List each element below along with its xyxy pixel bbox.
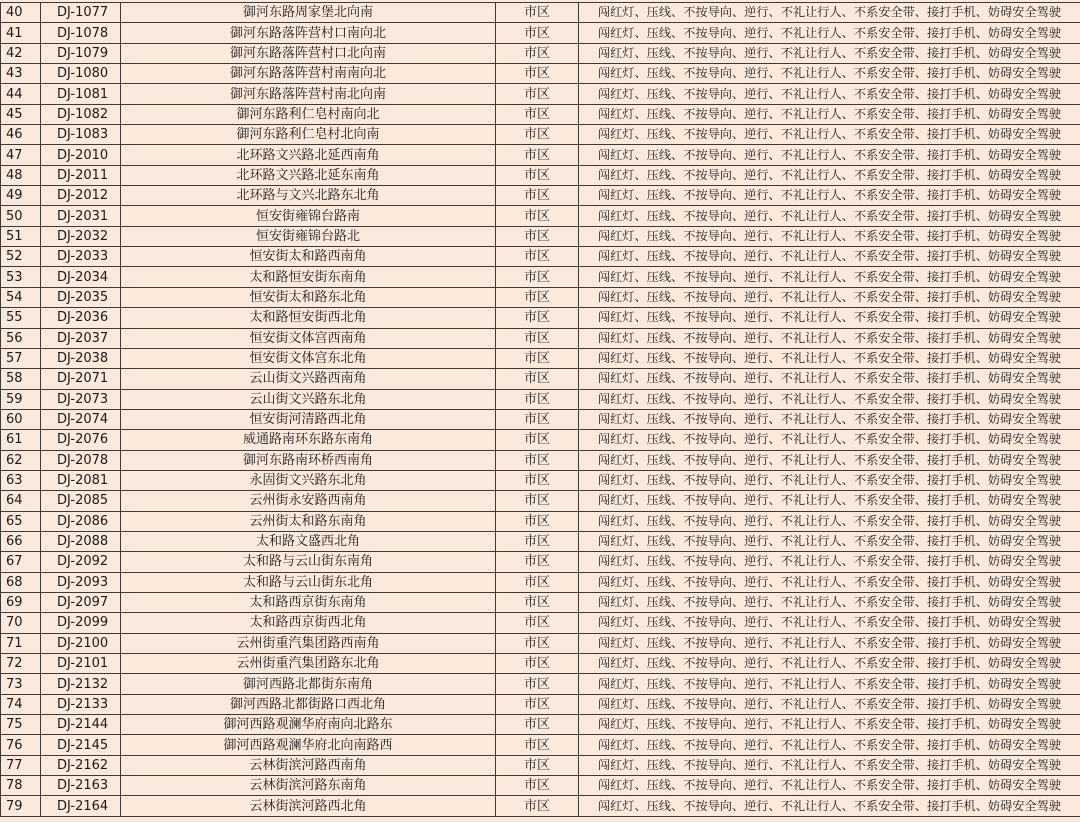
table-row	[1, 267, 1080, 287]
table-row	[1, 3, 1080, 23]
table-row	[1, 572, 1080, 592]
row-number-cell: 49	[1, 186, 41, 206]
table-row	[1, 430, 1080, 450]
location-cell: 御河西路北都街东南角	[121, 674, 496, 694]
row-number-cell: 61	[1, 430, 41, 450]
camera-code-cell: DJ-2163	[41, 776, 121, 796]
location-cell: 北环路文兴路北延西南角	[121, 145, 496, 165]
violation-types-cell: 闯红灯、压线、不按导向、逆行、不礼让行人、不系安全带、接打手机、妨碍安全驾驶	[579, 145, 1080, 165]
table-row	[1, 389, 1080, 409]
camera-code-cell: DJ-1083	[41, 125, 121, 145]
district-cell: 市区	[496, 654, 579, 674]
district-cell: 市区	[496, 755, 579, 775]
location-cell: 云山街文兴路西南角	[121, 369, 496, 389]
row-number-cell: 54	[1, 287, 41, 307]
row-number-cell: 63	[1, 470, 41, 490]
violation-types-cell: 闯红灯、压线、不按导向、逆行、不礼让行人、不系安全带、接打手机、妨碍安全驾驶	[579, 796, 1080, 816]
violation-types-cell: 闯红灯、压线、不按导向、逆行、不礼让行人、不系安全带、接打手机、妨碍安全驾驶	[579, 104, 1080, 124]
district-cell: 市区	[496, 165, 579, 185]
violation-types-cell: 闯红灯、压线、不按导向、逆行、不礼让行人、不系安全带、接打手机、妨碍安全驾驶	[579, 328, 1080, 348]
location-cell: 太和路恒安街东南角	[121, 267, 496, 287]
violation-capture-table	[0, 2, 1080, 817]
camera-code-cell: DJ-2133	[41, 694, 121, 714]
camera-code-cell: DJ-2035	[41, 287, 121, 307]
row-number-cell: 71	[1, 633, 41, 653]
camera-code-cell: DJ-2101	[41, 654, 121, 674]
row-number-cell: 42	[1, 43, 41, 63]
district-cell: 市区	[496, 145, 579, 165]
table-row	[1, 755, 1080, 775]
location-cell: 太和路与云山街东北角	[121, 572, 496, 592]
district-cell: 市区	[496, 796, 579, 816]
camera-code-cell: DJ-1081	[41, 84, 121, 104]
violation-types-cell: 闯红灯、压线、不按导向、逆行、不礼让行人、不系安全带、接打手机、妨碍安全驾驶	[579, 64, 1080, 84]
camera-code-cell: DJ-2031	[41, 206, 121, 226]
camera-code-cell: DJ-2145	[41, 735, 121, 755]
violation-types-cell: 闯红灯、压线、不按导向、逆行、不礼让行人、不系安全带、接打手机、妨碍安全驾驶	[579, 409, 1080, 429]
camera-code-cell: DJ-2132	[41, 674, 121, 694]
district-cell: 市区	[496, 287, 579, 307]
table-row	[1, 796, 1080, 816]
location-cell: 云山街文兴路东北角	[121, 389, 496, 409]
location-cell: 恒安街太和路东北角	[121, 287, 496, 307]
table-row	[1, 409, 1080, 429]
location-cell: 御河东路利仁皂村北向南	[121, 125, 496, 145]
table-row	[1, 715, 1080, 735]
violation-types-cell: 闯红灯、压线、不按导向、逆行、不礼让行人、不系安全带、接打手机、妨碍安全驾驶	[579, 3, 1080, 23]
camera-code-cell: DJ-2162	[41, 755, 121, 775]
violation-types-cell: 闯红灯、压线、不按导向、逆行、不礼让行人、不系安全带、接打手机、妨碍安全驾驶	[579, 287, 1080, 307]
violation-types-cell: 闯红灯、压线、不按导向、逆行、不礼让行人、不系安全带、接打手机、妨碍安全驾驶	[579, 450, 1080, 470]
row-number-cell: 41	[1, 23, 41, 43]
district-cell: 市区	[496, 491, 579, 511]
camera-code-cell: DJ-2081	[41, 470, 121, 490]
row-number-cell: 43	[1, 64, 41, 84]
district-cell: 市区	[496, 409, 579, 429]
table-row	[1, 186, 1080, 206]
table-row	[1, 552, 1080, 572]
district-cell: 市区	[496, 674, 579, 694]
location-cell: 御河东路落阵营村南北向南	[121, 84, 496, 104]
violation-types-cell: 闯红灯、压线、不按导向、逆行、不礼让行人、不系安全带、接打手机、妨碍安全驾驶	[579, 755, 1080, 775]
table-row	[1, 592, 1080, 612]
district-cell: 市区	[496, 552, 579, 572]
table-row	[1, 613, 1080, 633]
row-number-cell: 44	[1, 84, 41, 104]
district-cell: 市区	[496, 328, 579, 348]
district-cell: 市区	[496, 369, 579, 389]
table-row	[1, 328, 1080, 348]
violation-types-cell: 闯红灯、压线、不按导向、逆行、不礼让行人、不系安全带、接打手机、妨碍安全驾驶	[579, 776, 1080, 796]
camera-code-cell: DJ-2032	[41, 226, 121, 246]
district-cell: 市区	[496, 84, 579, 104]
table-row	[1, 104, 1080, 124]
district-cell: 市区	[496, 3, 579, 23]
table-row	[1, 511, 1080, 531]
camera-code-cell: DJ-1082	[41, 104, 121, 124]
row-number-cell: 58	[1, 369, 41, 389]
table-row	[1, 776, 1080, 796]
district-cell: 市区	[496, 633, 579, 653]
location-cell: 恒安街河清路西北角	[121, 409, 496, 429]
camera-code-cell: DJ-2037	[41, 328, 121, 348]
location-cell: 云州街重汽集团路西南角	[121, 633, 496, 653]
table-row	[1, 125, 1080, 145]
violation-types-cell: 闯红灯、压线、不按导向、逆行、不礼让行人、不系安全带、接打手机、妨碍安全驾驶	[579, 531, 1080, 551]
row-number-cell: 75	[1, 715, 41, 735]
violation-types-cell: 闯红灯、压线、不按导向、逆行、不礼让行人、不系安全带、接打手机、妨碍安全驾驶	[579, 43, 1080, 63]
camera-code-cell: DJ-2011	[41, 165, 121, 185]
district-cell: 市区	[496, 613, 579, 633]
row-number-cell: 60	[1, 409, 41, 429]
district-cell: 市区	[496, 592, 579, 612]
violation-types-cell: 闯红灯、压线、不按导向、逆行、不礼让行人、不系安全带、接打手机、妨碍安全驾驶	[579, 694, 1080, 714]
camera-code-cell: DJ-2034	[41, 267, 121, 287]
camera-code-cell: DJ-2092	[41, 552, 121, 572]
table-row	[1, 470, 1080, 490]
violation-types-cell: 闯红灯、压线、不按导向、逆行、不礼让行人、不系安全带、接打手机、妨碍安全驾驶	[579, 308, 1080, 328]
camera-code-cell: DJ-2085	[41, 491, 121, 511]
district-cell: 市区	[496, 104, 579, 124]
table-row	[1, 348, 1080, 368]
district-cell: 市区	[496, 511, 579, 531]
violation-types-cell: 闯红灯、压线、不按导向、逆行、不礼让行人、不系安全带、接打手机、妨碍安全驾驶	[579, 165, 1080, 185]
camera-code-cell: DJ-2071	[41, 369, 121, 389]
location-cell: 御河东路周家堡北向南	[121, 3, 496, 23]
location-cell: 恒安街文体宫东北角	[121, 348, 496, 368]
district-cell: 市区	[496, 348, 579, 368]
location-cell: 云州街太和路东南角	[121, 511, 496, 531]
table-row	[1, 43, 1080, 63]
table-row	[1, 674, 1080, 694]
violation-types-cell: 闯红灯、压线、不按导向、逆行、不礼让行人、不系安全带、接打手机、妨碍安全驾驶	[579, 674, 1080, 694]
camera-code-cell: DJ-2073	[41, 389, 121, 409]
table-row	[1, 531, 1080, 551]
violation-types-cell: 闯红灯、压线、不按导向、逆行、不礼让行人、不系安全带、接打手机、妨碍安全驾驶	[579, 247, 1080, 267]
location-cell: 北环路与文兴北路东北角	[121, 186, 496, 206]
camera-code-cell: DJ-2099	[41, 613, 121, 633]
camera-code-cell: DJ-1080	[41, 64, 121, 84]
district-cell: 市区	[496, 450, 579, 470]
camera-code-cell: DJ-2078	[41, 450, 121, 470]
table-row	[1, 226, 1080, 246]
row-number-cell: 77	[1, 755, 41, 775]
location-cell: 太和路西京街西北角	[121, 613, 496, 633]
location-cell: 太和路与云山街东南角	[121, 552, 496, 572]
table-row	[1, 84, 1080, 104]
camera-code-cell: DJ-2010	[41, 145, 121, 165]
location-cell: 威通路南环东路东南角	[121, 430, 496, 450]
row-number-cell: 55	[1, 308, 41, 328]
violation-types-cell: 闯红灯、压线、不按导向、逆行、不礼让行人、不系安全带、接打手机、妨碍安全驾驶	[579, 633, 1080, 653]
district-cell: 市区	[496, 776, 579, 796]
row-number-cell: 48	[1, 165, 41, 185]
table-row	[1, 287, 1080, 307]
district-cell: 市区	[496, 572, 579, 592]
camera-code-cell: DJ-1079	[41, 43, 121, 63]
location-cell: 御河东路落阵营村口北向南	[121, 43, 496, 63]
district-cell: 市区	[496, 715, 579, 735]
district-cell: 市区	[496, 389, 579, 409]
violation-types-cell: 闯红灯、压线、不按导向、逆行、不礼让行人、不系安全带、接打手机、妨碍安全驾驶	[579, 491, 1080, 511]
camera-code-cell: DJ-2088	[41, 531, 121, 551]
violation-types-cell: 闯红灯、压线、不按导向、逆行、不礼让行人、不系安全带、接打手机、妨碍安全驾驶	[579, 470, 1080, 490]
violation-types-cell: 闯红灯、压线、不按导向、逆行、不礼让行人、不系安全带、接打手机、妨碍安全驾驶	[579, 592, 1080, 612]
table-row	[1, 369, 1080, 389]
camera-code-cell: DJ-2038	[41, 348, 121, 368]
violation-types-cell: 闯红灯、压线、不按导向、逆行、不礼让行人、不系安全带、接打手机、妨碍安全驾驶	[579, 369, 1080, 389]
location-cell: 云林街滨河路东南角	[121, 776, 496, 796]
row-number-cell: 40	[1, 3, 41, 23]
location-cell: 北环路文兴路北延东南角	[121, 165, 496, 185]
district-cell: 市区	[496, 186, 579, 206]
district-cell: 市区	[496, 64, 579, 84]
violation-types-cell: 闯红灯、压线、不按导向、逆行、不礼让行人、不系安全带、接打手机、妨碍安全驾驶	[579, 715, 1080, 735]
row-number-cell: 47	[1, 145, 41, 165]
row-number-cell: 59	[1, 389, 41, 409]
row-number-cell: 74	[1, 694, 41, 714]
district-cell: 市区	[496, 531, 579, 551]
location-cell: 恒安街雍锦台路南	[121, 206, 496, 226]
location-cell: 太和路西京街东南角	[121, 592, 496, 612]
violation-types-cell: 闯红灯、压线、不按导向、逆行、不礼让行人、不系安全带、接打手机、妨碍安全驾驶	[579, 186, 1080, 206]
row-number-cell: 79	[1, 796, 41, 816]
row-number-cell: 78	[1, 776, 41, 796]
district-cell: 市区	[496, 430, 579, 450]
district-cell: 市区	[496, 226, 579, 246]
location-cell: 永固街文兴路东北角	[121, 470, 496, 490]
table-row	[1, 64, 1080, 84]
camera-code-cell: DJ-2144	[41, 715, 121, 735]
row-number-cell: 53	[1, 267, 41, 287]
table-row	[1, 308, 1080, 328]
table-row	[1, 165, 1080, 185]
row-number-cell: 67	[1, 552, 41, 572]
camera-code-cell: DJ-2093	[41, 572, 121, 592]
violation-types-cell: 闯红灯、压线、不按导向、逆行、不礼让行人、不系安全带、接打手机、妨碍安全驾驶	[579, 226, 1080, 246]
location-cell: 御河东路落阵营村口南向北	[121, 23, 496, 43]
district-cell: 市区	[496, 23, 579, 43]
table-row	[1, 23, 1080, 43]
location-cell: 御河东路南环桥西南角	[121, 450, 496, 470]
camera-code-cell: DJ-2012	[41, 186, 121, 206]
violation-types-cell: 闯红灯、压线、不按导向、逆行、不礼让行人、不系安全带、接打手机、妨碍安全驾驶	[579, 206, 1080, 226]
violation-types-cell: 闯红灯、压线、不按导向、逆行、不礼让行人、不系安全带、接打手机、妨碍安全驾驶	[579, 267, 1080, 287]
violation-types-cell: 闯红灯、压线、不按导向、逆行、不礼让行人、不系安全带、接打手机、妨碍安全驾驶	[579, 572, 1080, 592]
violation-types-cell: 闯红灯、压线、不按导向、逆行、不礼让行人、不系安全带、接打手机、妨碍安全驾驶	[579, 389, 1080, 409]
table-row	[1, 694, 1080, 714]
location-cell: 恒安街雍锦台路北	[121, 226, 496, 246]
table-row	[1, 145, 1080, 165]
location-cell: 御河西路北都街路口西北角	[121, 694, 496, 714]
row-number-cell: 68	[1, 572, 41, 592]
violation-types-cell: 闯红灯、压线、不按导向、逆行、不礼让行人、不系安全带、接打手机、妨碍安全驾驶	[579, 511, 1080, 531]
table-row	[1, 247, 1080, 267]
violation-types-cell: 闯红灯、压线、不按导向、逆行、不礼让行人、不系安全带、接打手机、妨碍安全驾驶	[579, 613, 1080, 633]
location-cell: 御河西路观澜华府南向北路东	[121, 715, 496, 735]
location-cell: 御河西路观澜华府北向南路西	[121, 735, 496, 755]
table-row	[1, 735, 1080, 755]
location-cell: 云林街滨河路西北角	[121, 796, 496, 816]
district-cell: 市区	[496, 267, 579, 287]
location-cell: 恒安街太和路西南角	[121, 247, 496, 267]
district-cell: 市区	[496, 247, 579, 267]
row-number-cell: 65	[1, 511, 41, 531]
row-number-cell: 64	[1, 491, 41, 511]
row-number-cell: 57	[1, 348, 41, 368]
location-cell: 恒安街文体宫西南角	[121, 328, 496, 348]
district-cell: 市区	[496, 125, 579, 145]
camera-code-cell: DJ-2076	[41, 430, 121, 450]
row-number-cell: 69	[1, 592, 41, 612]
camera-code-cell: DJ-1078	[41, 23, 121, 43]
row-number-cell: 56	[1, 328, 41, 348]
violation-types-cell: 闯红灯、压线、不按导向、逆行、不礼让行人、不系安全带、接打手机、妨碍安全驾驶	[579, 735, 1080, 755]
location-cell: 御河东路利仁皂村南向北	[121, 104, 496, 124]
row-number-cell: 45	[1, 104, 41, 124]
camera-code-cell: DJ-2164	[41, 796, 121, 816]
row-number-cell: 52	[1, 247, 41, 267]
district-cell: 市区	[496, 470, 579, 490]
camera-code-cell: DJ-2074	[41, 409, 121, 429]
row-number-cell: 72	[1, 654, 41, 674]
district-cell: 市区	[496, 735, 579, 755]
location-cell: 太和路文盛西北角	[121, 531, 496, 551]
district-cell: 市区	[496, 694, 579, 714]
district-cell: 市区	[496, 43, 579, 63]
row-number-cell: 46	[1, 125, 41, 145]
violation-types-cell: 闯红灯、压线、不按导向、逆行、不礼让行人、不系安全带、接打手机、妨碍安全驾驶	[579, 552, 1080, 572]
table-row	[1, 206, 1080, 226]
location-cell: 云林街滨河路西南角	[121, 755, 496, 775]
row-number-cell: 51	[1, 226, 41, 246]
table-body	[1, 3, 1080, 817]
camera-code-cell: DJ-2033	[41, 247, 121, 267]
row-number-cell: 76	[1, 735, 41, 755]
camera-code-cell: DJ-2100	[41, 633, 121, 653]
camera-code-cell: DJ-2086	[41, 511, 121, 531]
location-cell: 御河东路落阵营村南南向北	[121, 64, 496, 84]
district-cell: 市区	[496, 308, 579, 328]
location-cell: 云州街重汽集团路东北角	[121, 654, 496, 674]
violation-types-cell: 闯红灯、压线、不按导向、逆行、不礼让行人、不系安全带、接打手机、妨碍安全驾驶	[579, 654, 1080, 674]
violation-types-cell: 闯红灯、压线、不按导向、逆行、不礼让行人、不系安全带、接打手机、妨碍安全驾驶	[579, 430, 1080, 450]
camera-code-cell: DJ-1077	[41, 3, 121, 23]
location-cell: 云州街永安路西南角	[121, 491, 496, 511]
table-row	[1, 654, 1080, 674]
row-number-cell: 50	[1, 206, 41, 226]
camera-code-cell: DJ-2097	[41, 592, 121, 612]
district-cell: 市区	[496, 206, 579, 226]
violation-types-cell: 闯红灯、压线、不按导向、逆行、不礼让行人、不系安全带、接打手机、妨碍安全驾驶	[579, 348, 1080, 368]
table-row	[1, 491, 1080, 511]
row-number-cell: 66	[1, 531, 41, 551]
table-row	[1, 633, 1080, 653]
violation-types-cell: 闯红灯、压线、不按导向、逆行、不礼让行人、不系安全带、接打手机、妨碍安全驾驶	[579, 84, 1080, 104]
row-number-cell: 70	[1, 613, 41, 633]
location-cell: 太和路恒安街西北角	[121, 308, 496, 328]
table-row	[1, 450, 1080, 470]
row-number-cell: 62	[1, 450, 41, 470]
violation-types-cell: 闯红灯、压线、不按导向、逆行、不礼让行人、不系安全带、接打手机、妨碍安全驾驶	[579, 125, 1080, 145]
camera-code-cell: DJ-2036	[41, 308, 121, 328]
violation-types-cell: 闯红灯、压线、不按导向、逆行、不礼让行人、不系安全带、接打手机、妨碍安全驾驶	[579, 23, 1080, 43]
row-number-cell: 73	[1, 674, 41, 694]
